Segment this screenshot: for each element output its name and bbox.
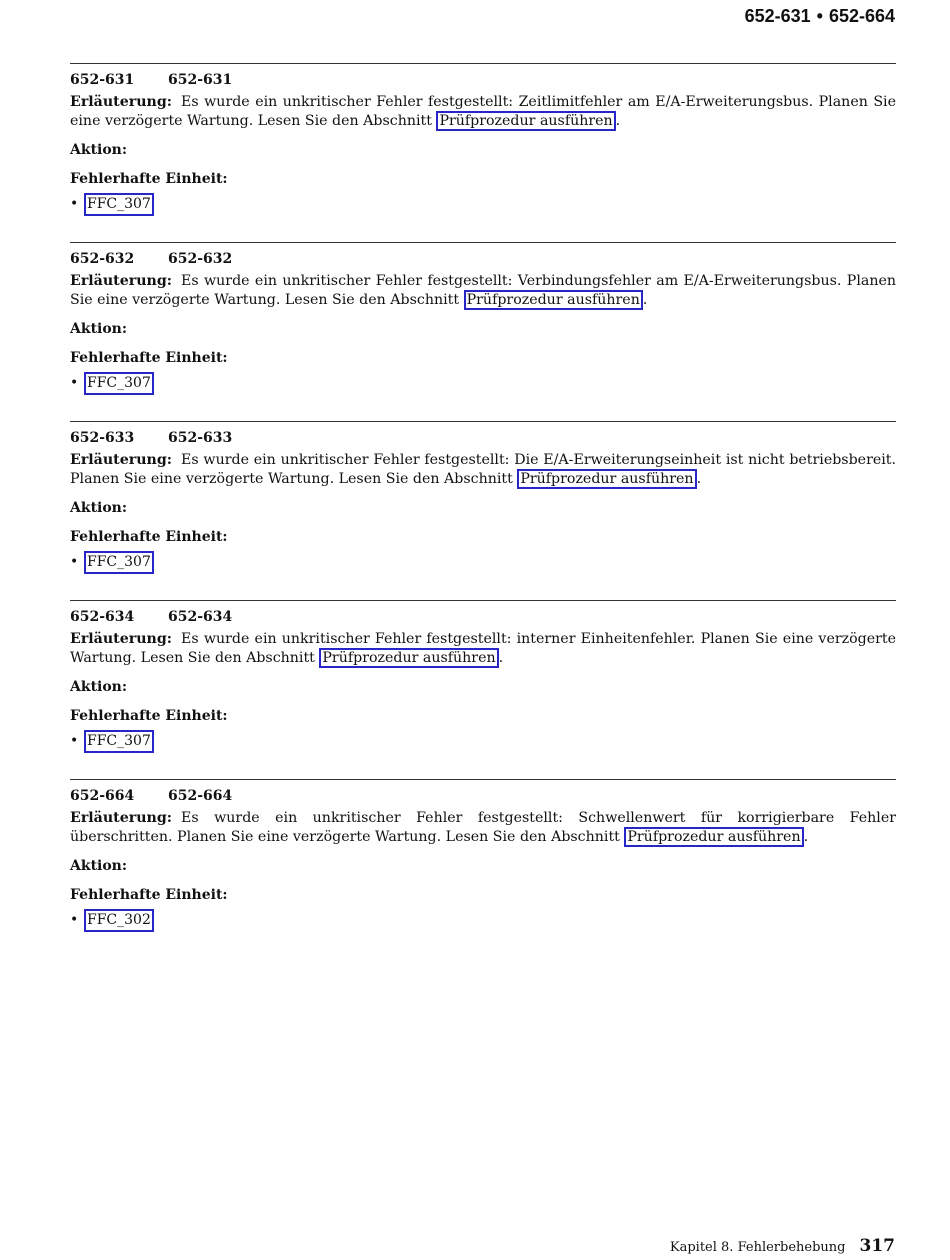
link-suffix: . [696, 471, 702, 487]
link-suffix: . [498, 650, 504, 666]
error-entry [70, 421, 896, 600]
entry-code: 652-664 [70, 788, 135, 804]
bullet-icon: • [70, 733, 79, 749]
page-number: 317 [859, 1236, 895, 1256]
entry-list [70, 63, 896, 958]
action-label: Aktion: [70, 858, 128, 874]
procedure-link[interactable]: Prüfprozedur ausführen [624, 827, 803, 847]
entry-code-secondary: 652-632 [168, 251, 233, 267]
explanation-text: Es wurde ein unkritischer Fehler festgestellt: Verbindungsfehler am E/A-Erweiterungsbus. Planen Sie eine verzögerte Wartung. Lesen Sie den Abschnitt [70, 273, 896, 308]
unit-link[interactable]: FFC_307 [84, 551, 154, 574]
error-entry [70, 63, 896, 242]
error-entry [70, 779, 896, 958]
explanation-label: Erläuterung: [70, 452, 173, 468]
chapter-title: Kapitel 8. Fehlerbehebung [669, 1240, 846, 1255]
bullet-icon: • [70, 375, 79, 391]
explanation-label: Erläuterung: [70, 631, 173, 647]
unit-list-item [70, 730, 896, 753]
entry-code: 652-632 [70, 251, 135, 267]
bullet-icon: • [70, 912, 79, 928]
error-entry [70, 242, 896, 421]
entry-codes [70, 429, 896, 451]
header-range-start: 652-631 [744, 6, 811, 26]
action-label: Aktion: [70, 500, 128, 516]
explanation-paragraph [70, 809, 896, 847]
unit-link[interactable]: FFC_302 [84, 909, 154, 932]
explanation-label: Erläuterung: [70, 273, 173, 289]
explanation-text: Es wurde ein unkritischer Fehler festgestellt: Schwellenwert für korrigierbare Fehler überschritten. Planen Sie eine verzögerte Wartung. Lesen Sie den Abschnitt [70, 810, 896, 845]
entry-codes [70, 608, 896, 630]
explanation-paragraph [70, 272, 896, 310]
entry-codes [70, 250, 896, 272]
explanation-label: Erläuterung: [70, 810, 173, 826]
entry-code-secondary: 652-631 [168, 72, 233, 88]
action-label: Aktion: [70, 679, 128, 695]
header-separator: • [816, 6, 823, 26]
faulty-unit-label: Fehlerhafte Einheit: [70, 171, 228, 187]
running-header [745, 6, 895, 27]
unit-list-item [70, 372, 896, 395]
explanation-text: Es wurde ein unkritischer Fehler festgestellt: Zeitlimitfehler am E/A-Erweiterungsbus. Planen Sie eine verzögerte Wartung. Lesen Sie den Abschnitt [70, 94, 896, 129]
entry-code: 652-631 [70, 72, 135, 88]
unit-link[interactable]: FFC_307 [84, 730, 154, 753]
entry-codes [70, 787, 896, 809]
procedure-link[interactable]: Prüfprozedur ausführen [319, 648, 498, 668]
procedure-link[interactable]: Prüfprozedur ausführen [464, 290, 643, 310]
header-range-end: 652-664 [828, 6, 895, 26]
entry-codes [70, 71, 896, 93]
procedure-link[interactable]: Prüfprozedur ausführen [517, 469, 696, 489]
link-suffix: . [615, 113, 621, 129]
faulty-unit-label: Fehlerhafte Einheit: [70, 529, 228, 545]
faulty-unit-label: Fehlerhafte Einheit: [70, 350, 228, 366]
error-entry [70, 600, 896, 779]
unit-link[interactable]: FFC_307 [84, 372, 154, 395]
entry-code: 652-634 [70, 609, 135, 625]
entry-code-secondary: 652-664 [168, 788, 233, 804]
unit-link[interactable]: FFC_307 [84, 193, 154, 216]
unit-list-item [70, 193, 896, 216]
explanation-label: Erläuterung: [70, 94, 173, 110]
bullet-icon: • [70, 554, 79, 570]
procedure-link[interactable]: Prüfprozedur ausführen [436, 111, 615, 131]
faulty-unit-label: Fehlerhafte Einheit: [70, 708, 228, 724]
explanation-paragraph [70, 451, 896, 489]
bullet-icon: • [70, 196, 79, 212]
page-footer [670, 1236, 895, 1256]
unit-list-item [70, 551, 896, 574]
link-suffix: . [642, 292, 648, 308]
link-suffix: . [803, 829, 809, 845]
entry-code-secondary: 652-634 [168, 609, 233, 625]
faulty-unit-label: Fehlerhafte Einheit: [70, 887, 228, 903]
action-label: Aktion: [70, 142, 128, 158]
entry-code: 652-633 [70, 430, 135, 446]
unit-list-item [70, 909, 896, 932]
explanation-text: Es wurde ein unkritischer Fehler festgestellt: Die E/A-Erweiterungseinheit ist nicht betriebsbereit. Planen Sie eine verzögerte Wartung. Lesen Sie den Abschnitt [70, 452, 896, 487]
explanation-paragraph [70, 630, 896, 668]
entry-code-secondary: 652-633 [168, 430, 233, 446]
explanation-paragraph [70, 93, 896, 131]
action-label: Aktion: [70, 321, 128, 337]
explanation-text: Es wurde ein unkritischer Fehler festgestellt: interner Einheitenfehler. Planen Sie eine verzögerte Wartung. Lesen Sie den Abschnitt [70, 631, 896, 666]
